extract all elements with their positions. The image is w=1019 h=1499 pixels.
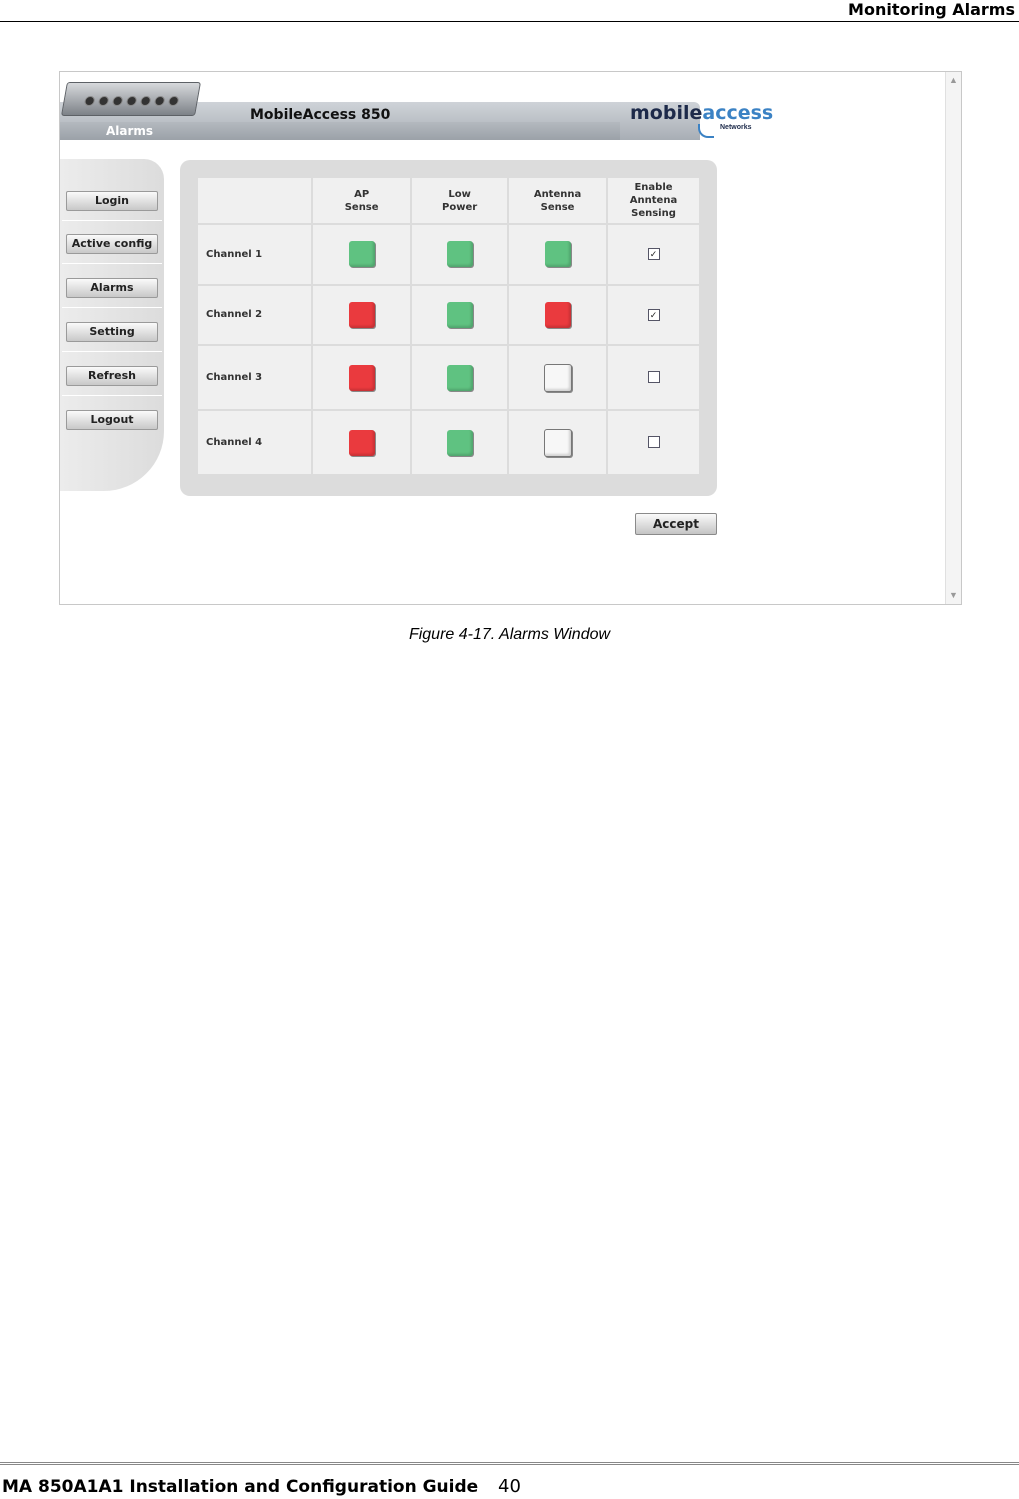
status-led-icon xyxy=(447,430,473,456)
header-line: AP xyxy=(354,188,370,200)
page-number: 40 xyxy=(498,1476,521,1497)
status-led-icon xyxy=(349,241,375,267)
header-enable-antenna-sensing xyxy=(608,178,699,223)
accept-button[interactable]: Accept xyxy=(635,513,717,535)
section-label: Alarms xyxy=(106,124,154,138)
header-line: Enable xyxy=(634,182,673,193)
logo-subtitle: Networks xyxy=(720,124,752,131)
header-empty xyxy=(198,178,311,223)
antenna-sense-cell xyxy=(509,411,606,474)
logo-mobile-text: mobile xyxy=(630,102,703,124)
status-led-icon xyxy=(349,430,375,456)
nav-separator xyxy=(62,307,162,308)
low-power-cell xyxy=(412,225,507,284)
table-header-row xyxy=(198,178,699,223)
document-header xyxy=(0,0,1019,22)
status-led-icon xyxy=(545,302,571,328)
status-led-icon xyxy=(544,364,572,392)
channel-label: Channel 4 xyxy=(198,411,311,474)
header-line: Antenna xyxy=(533,188,582,200)
document-footer xyxy=(0,1462,1019,1499)
logout-button[interactable]: Logout xyxy=(66,410,158,430)
status-led-icon xyxy=(447,241,473,267)
enable-sensing-cell xyxy=(608,346,699,409)
enable-sensing-checkbox[interactable]: ✓ xyxy=(648,248,660,260)
device-port-icon xyxy=(126,96,138,106)
device-port-icon xyxy=(154,96,166,106)
enable-sensing-checkbox[interactable] xyxy=(648,371,660,383)
alarms-panel xyxy=(180,160,717,496)
enable-sensing-checkbox[interactable]: ✓ xyxy=(648,309,660,321)
header-line: Power xyxy=(442,201,478,213)
nav-separator xyxy=(62,220,162,221)
status-led-icon xyxy=(544,429,572,457)
enable-sensing-cell xyxy=(608,286,699,345)
device-port-icon xyxy=(84,96,96,106)
header-line: Sensing xyxy=(631,208,676,219)
footer-guide-title: MA 850A1A1 Installation and Configuration Guide xyxy=(2,1477,479,1497)
antenna-sense-cell xyxy=(509,225,606,284)
browser-window xyxy=(59,71,962,605)
header-line: Sense xyxy=(540,201,575,213)
figure-caption: Figure 4-17. Alarms Window xyxy=(408,626,611,643)
channel-label: Channel 2 xyxy=(198,286,311,345)
logo-access-text: access xyxy=(702,102,774,124)
header-title: Monitoring Alarms xyxy=(848,0,1015,19)
device-port-icon xyxy=(98,96,110,106)
alarms-table xyxy=(196,176,701,476)
device-port-icon xyxy=(112,96,124,106)
low-power-cell xyxy=(412,286,507,345)
enable-sensing-checkbox[interactable] xyxy=(648,436,660,448)
ap-sense-cell xyxy=(313,411,410,474)
sidebar-nav xyxy=(60,159,164,491)
status-led-icon xyxy=(447,302,473,328)
vertical-scrollbar[interactable] xyxy=(945,72,961,604)
scroll-down-arrow-icon[interactable]: ▼ xyxy=(949,590,958,600)
setting-button[interactable]: Setting xyxy=(66,322,158,342)
low-power-cell xyxy=(412,346,507,409)
device-port-icon xyxy=(168,96,180,106)
channel-label: Channel 1 xyxy=(198,225,311,284)
status-led-icon xyxy=(349,365,375,391)
refresh-button[interactable]: Refresh xyxy=(66,366,158,386)
status-led-icon xyxy=(545,241,571,267)
low-power-cell xyxy=(412,411,507,474)
channel-label: Channel 3 xyxy=(198,346,311,409)
antenna-sense-cell xyxy=(509,346,606,409)
antenna-sense-cell xyxy=(509,286,606,345)
nav-separator xyxy=(62,351,162,352)
device-image xyxy=(61,82,201,116)
header-line: Anntena xyxy=(629,195,678,206)
nav-separator xyxy=(62,395,162,396)
alarms-button[interactable]: Alarms xyxy=(66,278,158,298)
device-port-icon xyxy=(140,96,152,106)
status-led-icon xyxy=(349,302,375,328)
app-banner xyxy=(60,72,945,142)
enable-sensing-cell xyxy=(608,411,699,474)
ap-sense-cell xyxy=(313,286,410,345)
enable-sensing-cell xyxy=(608,225,699,284)
table-row xyxy=(198,286,699,345)
table-row xyxy=(198,411,699,474)
nav-separator xyxy=(62,263,162,264)
product-title: MobileAccess 850 xyxy=(250,107,391,123)
header-line: Low xyxy=(448,188,471,200)
status-led-icon xyxy=(447,365,473,391)
header-line: Sense xyxy=(344,201,379,213)
ap-sense-cell xyxy=(313,346,410,409)
table-row xyxy=(198,346,699,409)
login-button[interactable]: Login xyxy=(66,191,158,211)
active-config-button[interactable]: Active config xyxy=(66,234,158,254)
table-row xyxy=(198,225,699,284)
header-low-power xyxy=(412,178,507,223)
ap-sense-cell xyxy=(313,225,410,284)
header-ap-sense xyxy=(313,178,410,223)
mobileaccess-logo xyxy=(630,102,773,124)
scroll-up-arrow-icon[interactable]: ▲ xyxy=(949,75,958,85)
logo-swoosh-icon xyxy=(698,124,714,138)
header-antenna-sense xyxy=(509,178,606,223)
